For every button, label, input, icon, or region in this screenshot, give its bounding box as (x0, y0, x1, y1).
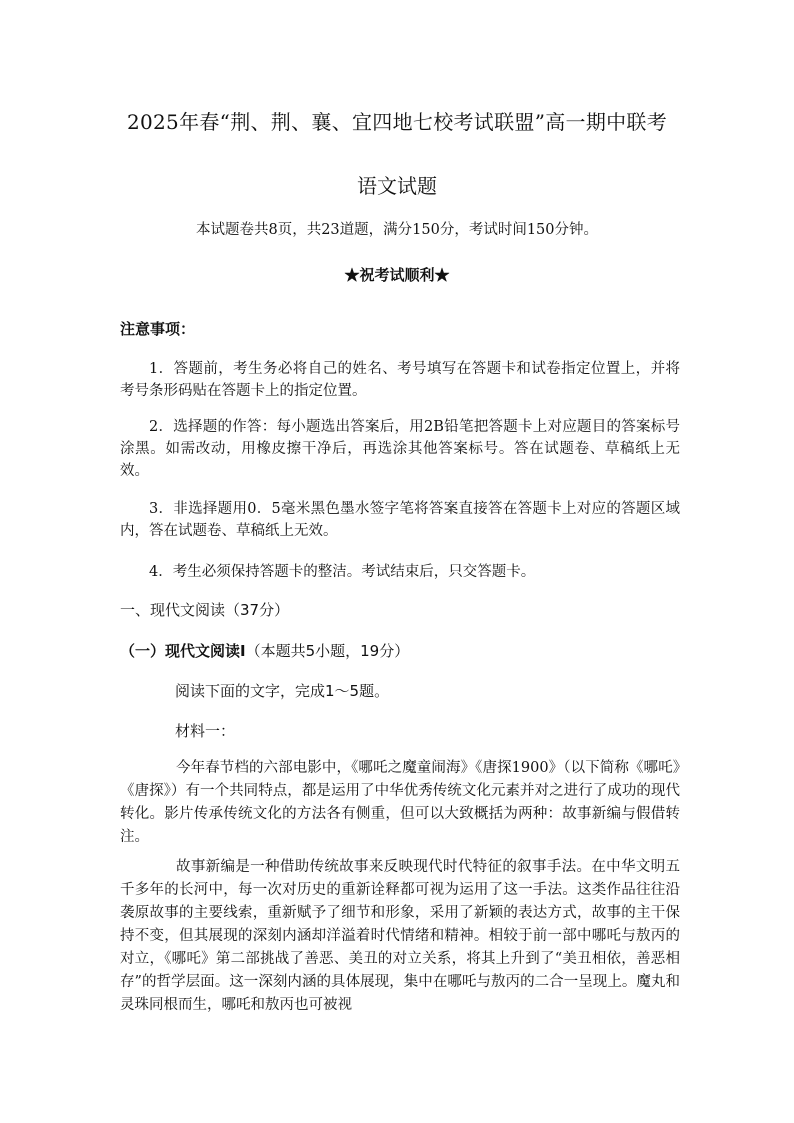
reading-instruction: 阅读下面的文字，完成1～5题。 (175, 682, 390, 700)
subsection-title: （一）现代文阅读Ⅰ (120, 642, 246, 660)
section-heading: 一、现代文阅读（37分） (120, 601, 290, 619)
notice-item: 4．考生必须保持答题卡的整洁。考试结束后，只交答题卡。 (149, 564, 536, 580)
exam-info: 本试题卷共8页，共23道题，满分150分，考试时间150分钟。 (195, 222, 599, 238)
exam-subtitle: 语文试题 (357, 174, 437, 198)
notice-item: 3．非选择题用0．5毫米黑色墨水签字笔将答案直接答在答题卡上对应的答题区域内，答在试题卷、草稿纸上无效。 (120, 501, 680, 539)
material-label: 材料一： (175, 722, 236, 740)
notice-item: 1．答题前，考生务必将自己的姓名、考号填写在答题卡和试卷指定位置上，并将考号条形码贴在答题卡上的指定位置。 (120, 361, 680, 399)
reading-paragraph: 故事新编是一种借助传统故事来反映现代时代特征的叙事手法。在中华文明五千多年的长河中，每一次对历史的重新诠释都可视为运用了这一手法。这类作品往往沿袭原故事的主要线索，重新赋予了细节和形象，采用了新颖的表达方式，故事的主干保持不变，但其展现的深刻内涵却洋溢着时代情绪和精神。相较于前一部中哪吒与敖丙的对立，《哪吒》第二部挑战了善恶、美丑的对立关系，将其上升到了“美丑相依，善恶相存”的哲学层面。这一深刻内涵的具体展现，集中在哪吒与敖丙的二合一呈现上。魔丸和灵珠同根而生，哪吒和敖丙也可被视 (120, 859, 680, 1013)
notice-item: 2．选择题的作答：每小题选出答案后，用2B铅笔把答题卡上对应题目的答案标号涂黑。如需改动，用橡皮擦干净后，再选涂其他答案标号。答在试题卷、草稿纸上无效。 (120, 419, 680, 479)
subsection-note: （本题共5小题，19分） (245, 642, 410, 660)
exam-title: 2025年春“荆、荆、襄、宜四地七校考试联盟”高一期中联考 (126, 110, 668, 134)
subsection-heading (120, 640, 409, 661)
notice-heading: 注意事项： (120, 320, 196, 338)
good-luck-banner: ★祝考试顺利★ (344, 266, 450, 284)
reading-paragraph: 今年春节档的六部电影中，《哪吒之魔童闹海》《唐探1900》（以下简称《哪吒》《唐探》）有一个共同特点，都是运用了中华优秀传统文化元素并对之进行了成功的现代转化。影片传承传统文化的方法各有侧重，但可以大致概括为两种：故事新编与假借转注。 (120, 760, 680, 845)
